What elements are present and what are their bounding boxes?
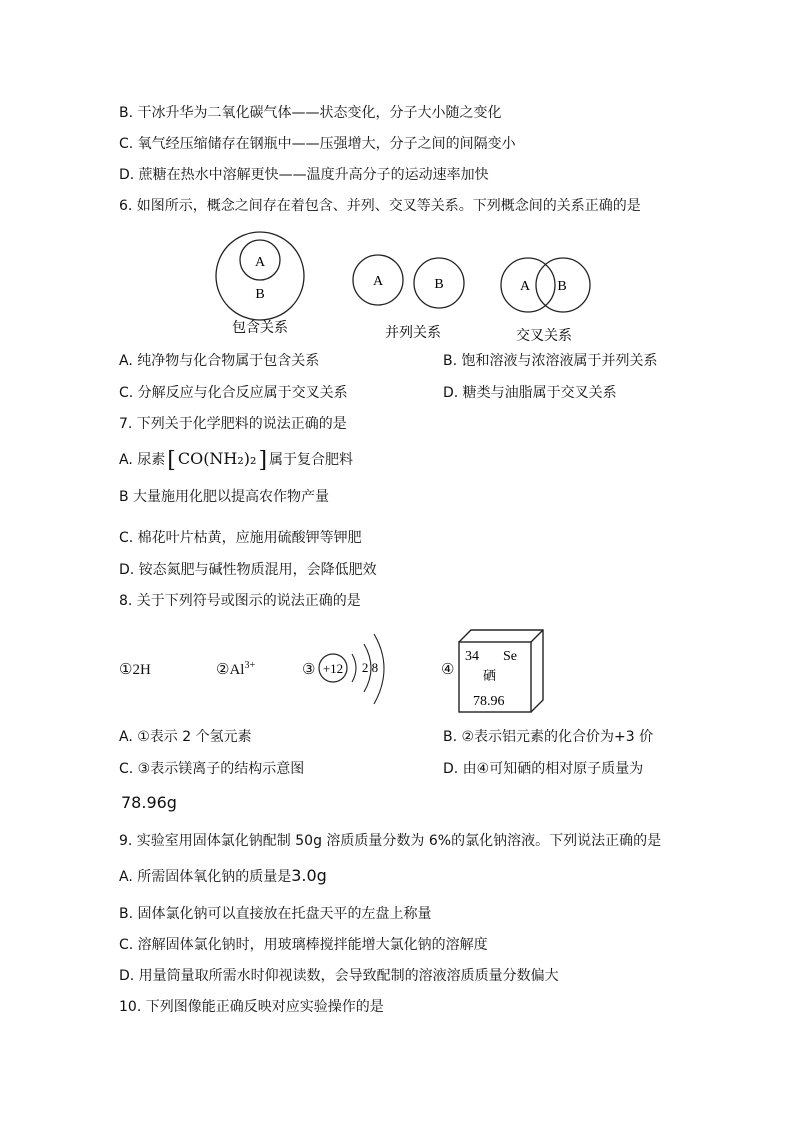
q7-a-suffix: 属于复合肥料	[269, 452, 354, 468]
al-charge: 3+	[244, 660, 256, 671]
symbol-al3	[216, 660, 255, 679]
element-symbol: Se	[503, 649, 517, 664]
q8-option-c: C. ③表示镁离子的结构示意图	[119, 761, 305, 777]
q9-stem: 9. 实验室用固体氯化钠配制 50g 溶质质量分数为 6%的氯化钠溶液。下列说法正确的是	[119, 833, 662, 849]
atom-diagram-label: ③	[302, 662, 316, 678]
containment-diagram	[216, 232, 304, 320]
q6-option-b: B. 饱和溶液与浓溶液属于并列关系	[443, 353, 658, 369]
contain-a-label: A	[254, 255, 266, 270]
element-name: 硒	[483, 669, 497, 684]
q6-option-a: A. 纯净物与化合物属于包含关系	[119, 353, 320, 369]
q9-option-a	[119, 867, 327, 886]
cross-a-label: A	[519, 279, 531, 294]
atomic-mass: 78.96	[473, 694, 505, 709]
parallel-a-label: A	[372, 274, 384, 289]
q8-option-b: B. ②表示铝元素的化合价为+3 价	[443, 729, 654, 745]
cross-caption: 交叉关系	[516, 328, 572, 344]
q9-option-d: D. 用量筒量取所需水时仰视读数，会导致配制的溶液溶质质量分数偏大	[119, 968, 559, 984]
electron-counts: 2 8	[361, 660, 379, 675]
q10-stem: 10. 下列图像能正确反映对应实验操作的是	[119, 999, 384, 1015]
parallel-b-label: B	[434, 277, 444, 292]
q8-option-d-continuation: 78.96g	[121, 793, 177, 812]
magnesium-ion-structure-diagram	[316, 626, 396, 714]
concept-relation-diagram	[210, 226, 610, 346]
q5-option-b: B. 干冰升华为二氧化碳气体——状态变化，分子大小随之变化	[119, 105, 502, 121]
atomic-number: 34	[465, 649, 479, 664]
symbol-2h: ①2H	[119, 662, 151, 678]
q7-a-prefix: A. 尿素	[119, 452, 166, 468]
q8-option-a: A. ①表示 2 个氢元素	[119, 729, 252, 745]
q7-stem: 7. 下列关于化学肥料的说法正确的是	[119, 416, 347, 432]
contain-caption: 包含关系	[232, 320, 288, 336]
cross-b-label: B	[557, 279, 567, 294]
q7-option-b: B 大量施用化肥以提高农作物产量	[119, 489, 330, 505]
outer-circle-b	[216, 232, 304, 320]
q8-option-d: D. 由④可知硒的相对原子质量为	[443, 761, 644, 777]
q7-option-c: C. 棉花叶片枯黄，应施用硫酸钾等钾肥	[119, 530, 362, 546]
q8-stem: 8. 关于下列符号或图示的说法正确的是	[119, 593, 361, 609]
q6-option-d: D. 糖类与油脂属于交叉关系	[443, 385, 617, 401]
q9-a-value: 3.0g	[291, 866, 327, 885]
q7-option-d: D. 铵态氮肥与碱性物质混用，会降低肥效	[119, 562, 377, 578]
al-symbol: ②Al	[216, 662, 245, 678]
contain-b-label: B	[255, 287, 265, 302]
q6-option-c: C. 分解反应与化合反应属于交叉关系	[119, 385, 348, 401]
element-card-label: ④	[441, 662, 455, 678]
parallel-caption: 并列关系	[385, 325, 441, 341]
q5-option-c: C. 氧气经压缩储存在钢瓶中——压强增大，分子之间的间隔变小	[119, 136, 516, 152]
q9-option-b: B. 固体氯化钠可以直接放在托盘天平的左盘上称量	[119, 906, 432, 922]
q5-option-d: D. 蔗糖在热水中溶解更快——温度升高分子的运动速率加快	[119, 167, 489, 183]
urea-formula: CO(NH₂)₂	[177, 449, 257, 468]
parallel-diagram	[353, 255, 464, 308]
q9-option-c: C. 溶解固体氯化钠时，用玻璃棒搅拌能增大氯化钠的溶解度	[119, 937, 488, 953]
selenium-element-card	[457, 628, 545, 714]
nucleus-charge: +12	[322, 661, 344, 676]
q6-stem: 6. 如图所示，概念之间存在着包含、并列、交叉等关系。下列概念间的关系正确的是	[119, 198, 641, 214]
q9-a-text: A. 所需固体氧化钠的质量是	[119, 869, 292, 885]
card-edge	[531, 630, 543, 642]
q7-option-a: A. 尿素[ CO(NH₂)₂] 属于复合肥料	[119, 448, 354, 473]
electron-shell-1	[352, 654, 356, 682]
intersection-diagram	[501, 258, 590, 312]
